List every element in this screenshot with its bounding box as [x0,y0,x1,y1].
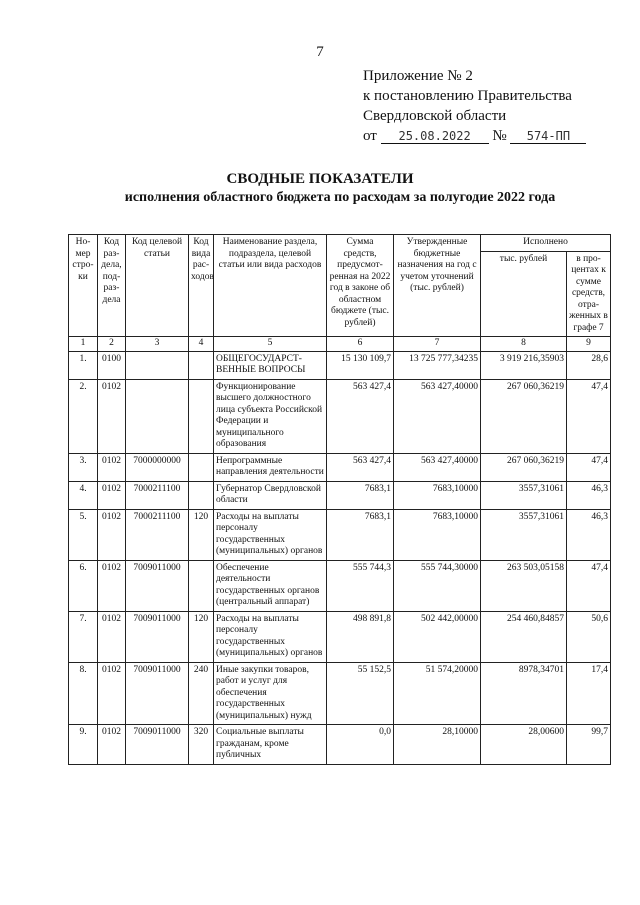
appendix-date-line [363,126,586,146]
law-amount: 0,0 [327,725,394,765]
table-row [69,560,611,611]
column-index: 1 [69,337,98,352]
header-executed-pct: в про-центах к сумме средств, отра-женных в графе 7 [567,251,611,337]
row-number: 7. [69,611,98,662]
executed-amount: 28,00600 [481,725,567,765]
expense-type-code [189,351,214,379]
expense-type-code [189,560,214,611]
row-number: 9. [69,725,98,765]
item-name: Социальные выплаты гражданам, кроме публичных [214,725,327,765]
executed-percent: 47,4 [567,560,611,611]
section-code: 0102 [98,509,126,560]
row-number: 4. [69,481,98,509]
executed-percent: 50,6 [567,611,611,662]
row-number: 8. [69,662,98,725]
appendix-line-2: к постановлению Правительства [363,88,572,104]
page-number: 7 [316,44,324,60]
executed-percent: 47,4 [567,379,611,453]
approved-amount: 7683,10000 [394,481,481,509]
budget-table [68,234,611,765]
target-code: 7009011000 [126,662,189,725]
approved-amount: 555 744,30000 [394,560,481,611]
column-index: 7 [394,337,481,352]
column-index: 2 [98,337,126,352]
section-code: 0102 [98,662,126,725]
table-row [69,725,611,765]
row-number: 3. [69,453,98,481]
target-code [126,379,189,453]
executed-amount: 3557,31061 [481,481,567,509]
target-code: 7000211100 [126,509,189,560]
executed-amount: 263 503,05158 [481,560,567,611]
column-index: 3 [126,337,189,352]
target-code [126,351,189,379]
document-title: СВОДНЫЕ ПОКАЗАТЕЛИ [226,171,414,187]
item-name: Иные закупки товаров, работ и услуг для обеспечения государственных (муниципальных) нужд [214,662,327,725]
executed-percent: 47,4 [567,453,611,481]
expense-type-code: 240 [189,662,214,725]
header-target-code: Код целевой статьи [126,235,189,337]
law-amount: 7683,1 [327,481,394,509]
number-label: № [492,128,507,144]
header-row-number: Но-мер стро-ки [69,235,98,337]
table-row [69,509,611,560]
from-label: от [363,128,377,144]
law-amount: 55 152,5 [327,662,394,725]
expense-type-code: 320 [189,725,214,765]
law-amount: 15 130 109,7 [327,351,394,379]
item-name: Расходы на выплаты персоналу государственных (муниципальных) органов [214,509,327,560]
target-code: 7009011000 [126,560,189,611]
approved-amount: 28,10000 [394,725,481,765]
appendix-line-1: Приложение № 2 [363,68,473,84]
row-number: 6. [69,560,98,611]
table-row [69,662,611,725]
header-executed-rub: тыс. рублей [481,251,567,337]
law-amount: 498 891,8 [327,611,394,662]
column-index: 6 [327,337,394,352]
table-row [69,453,611,481]
target-code: 7000000000 [126,453,189,481]
executed-percent: 28,6 [567,351,611,379]
executed-amount: 3557,31061 [481,509,567,560]
header-executed: Исполнено [481,235,611,252]
approved-amount: 563 427,40000 [394,453,481,481]
appendix-header [363,66,586,146]
table-row [69,611,611,662]
approved-amount: 563 427,40000 [394,379,481,453]
item-name: Обеспечение деятельности государственных органов (центральный аппарат) [214,560,327,611]
law-amount: 7683,1 [327,509,394,560]
expense-type-code [189,379,214,453]
executed-amount: 267 060,36219 [481,379,567,453]
target-code: 7009011000 [126,611,189,662]
section-code: 0100 [98,351,126,379]
approved-amount: 502 442,00000 [394,611,481,662]
section-code: 0102 [98,481,126,509]
table-row [69,481,611,509]
item-name: Непрограммные направления деятельности [214,453,327,481]
executed-percent: 46,3 [567,481,611,509]
decree-date: 25.08.2022 [381,129,489,144]
approved-amount: 7683,10000 [394,509,481,560]
law-amount: 555 744,3 [327,560,394,611]
header-expense-type: Код вида рас-ходов [189,235,214,337]
row-number: 2. [69,379,98,453]
executed-amount: 8978,34701 [481,662,567,725]
expense-type-code: 120 [189,611,214,662]
section-code: 0102 [98,379,126,453]
document-subtitle: исполнения областного бюджета по расходам за полугодие 2022 года [124,190,556,205]
row-number: 1. [69,351,98,379]
header-approved: Утвержденные бюджетные назначения на год с учетом уточнений (тыс. рублей) [394,235,481,337]
decree-number: 574-ПП [510,129,586,144]
law-amount: 563 427,4 [327,379,394,453]
column-index-row [69,337,611,352]
executed-amount: 254 460,84857 [481,611,567,662]
law-amount: 563 427,4 [327,453,394,481]
row-number: 5. [69,509,98,560]
column-index: 8 [481,337,567,352]
table-row [69,379,611,453]
target-code: 7000211100 [126,481,189,509]
item-name: Расходы на выплаты персоналу государственных (муниципальных) органов [214,611,327,662]
column-index: 9 [567,337,611,352]
approved-amount: 51 574,20000 [394,662,481,725]
executed-amount: 267 060,36219 [481,453,567,481]
section-code: 0102 [98,560,126,611]
executed-percent: 46,3 [567,509,611,560]
expense-type-code [189,453,214,481]
section-code: 0102 [98,725,126,765]
item-name: ОБЩЕГОСУДАРСТ-ВЕННЫЕ ВОПРОСЫ [214,351,327,379]
header-section-code: Код раз-дела, под-раз-дела [98,235,126,337]
header-name: Наименование раздела, подраздела, целевой статьи или вида расходов [214,235,327,337]
expense-type-code [189,481,214,509]
approved-amount: 13 725 777,34235 [394,351,481,379]
executed-percent: 99,7 [567,725,611,765]
section-code: 0102 [98,453,126,481]
column-index: 4 [189,337,214,352]
item-name: Функционирование высшего должностного лица субъекта Российской Федерации и муниципального образования [214,379,327,453]
expense-type-code: 120 [189,509,214,560]
target-code: 7009011000 [126,725,189,765]
executed-amount: 3 919 216,35903 [481,351,567,379]
table-row [69,351,611,379]
item-name: Губернатор Свердловской области [214,481,327,509]
appendix-line-3: Свердловской области [363,108,507,124]
header-law-amount: Сумма средств, предусмот-ренная на 2022 год в законе об областном бюджете (тыс. рублей) [327,235,394,337]
column-index: 5 [214,337,327,352]
section-code: 0102 [98,611,126,662]
executed-percent: 17,4 [567,662,611,725]
